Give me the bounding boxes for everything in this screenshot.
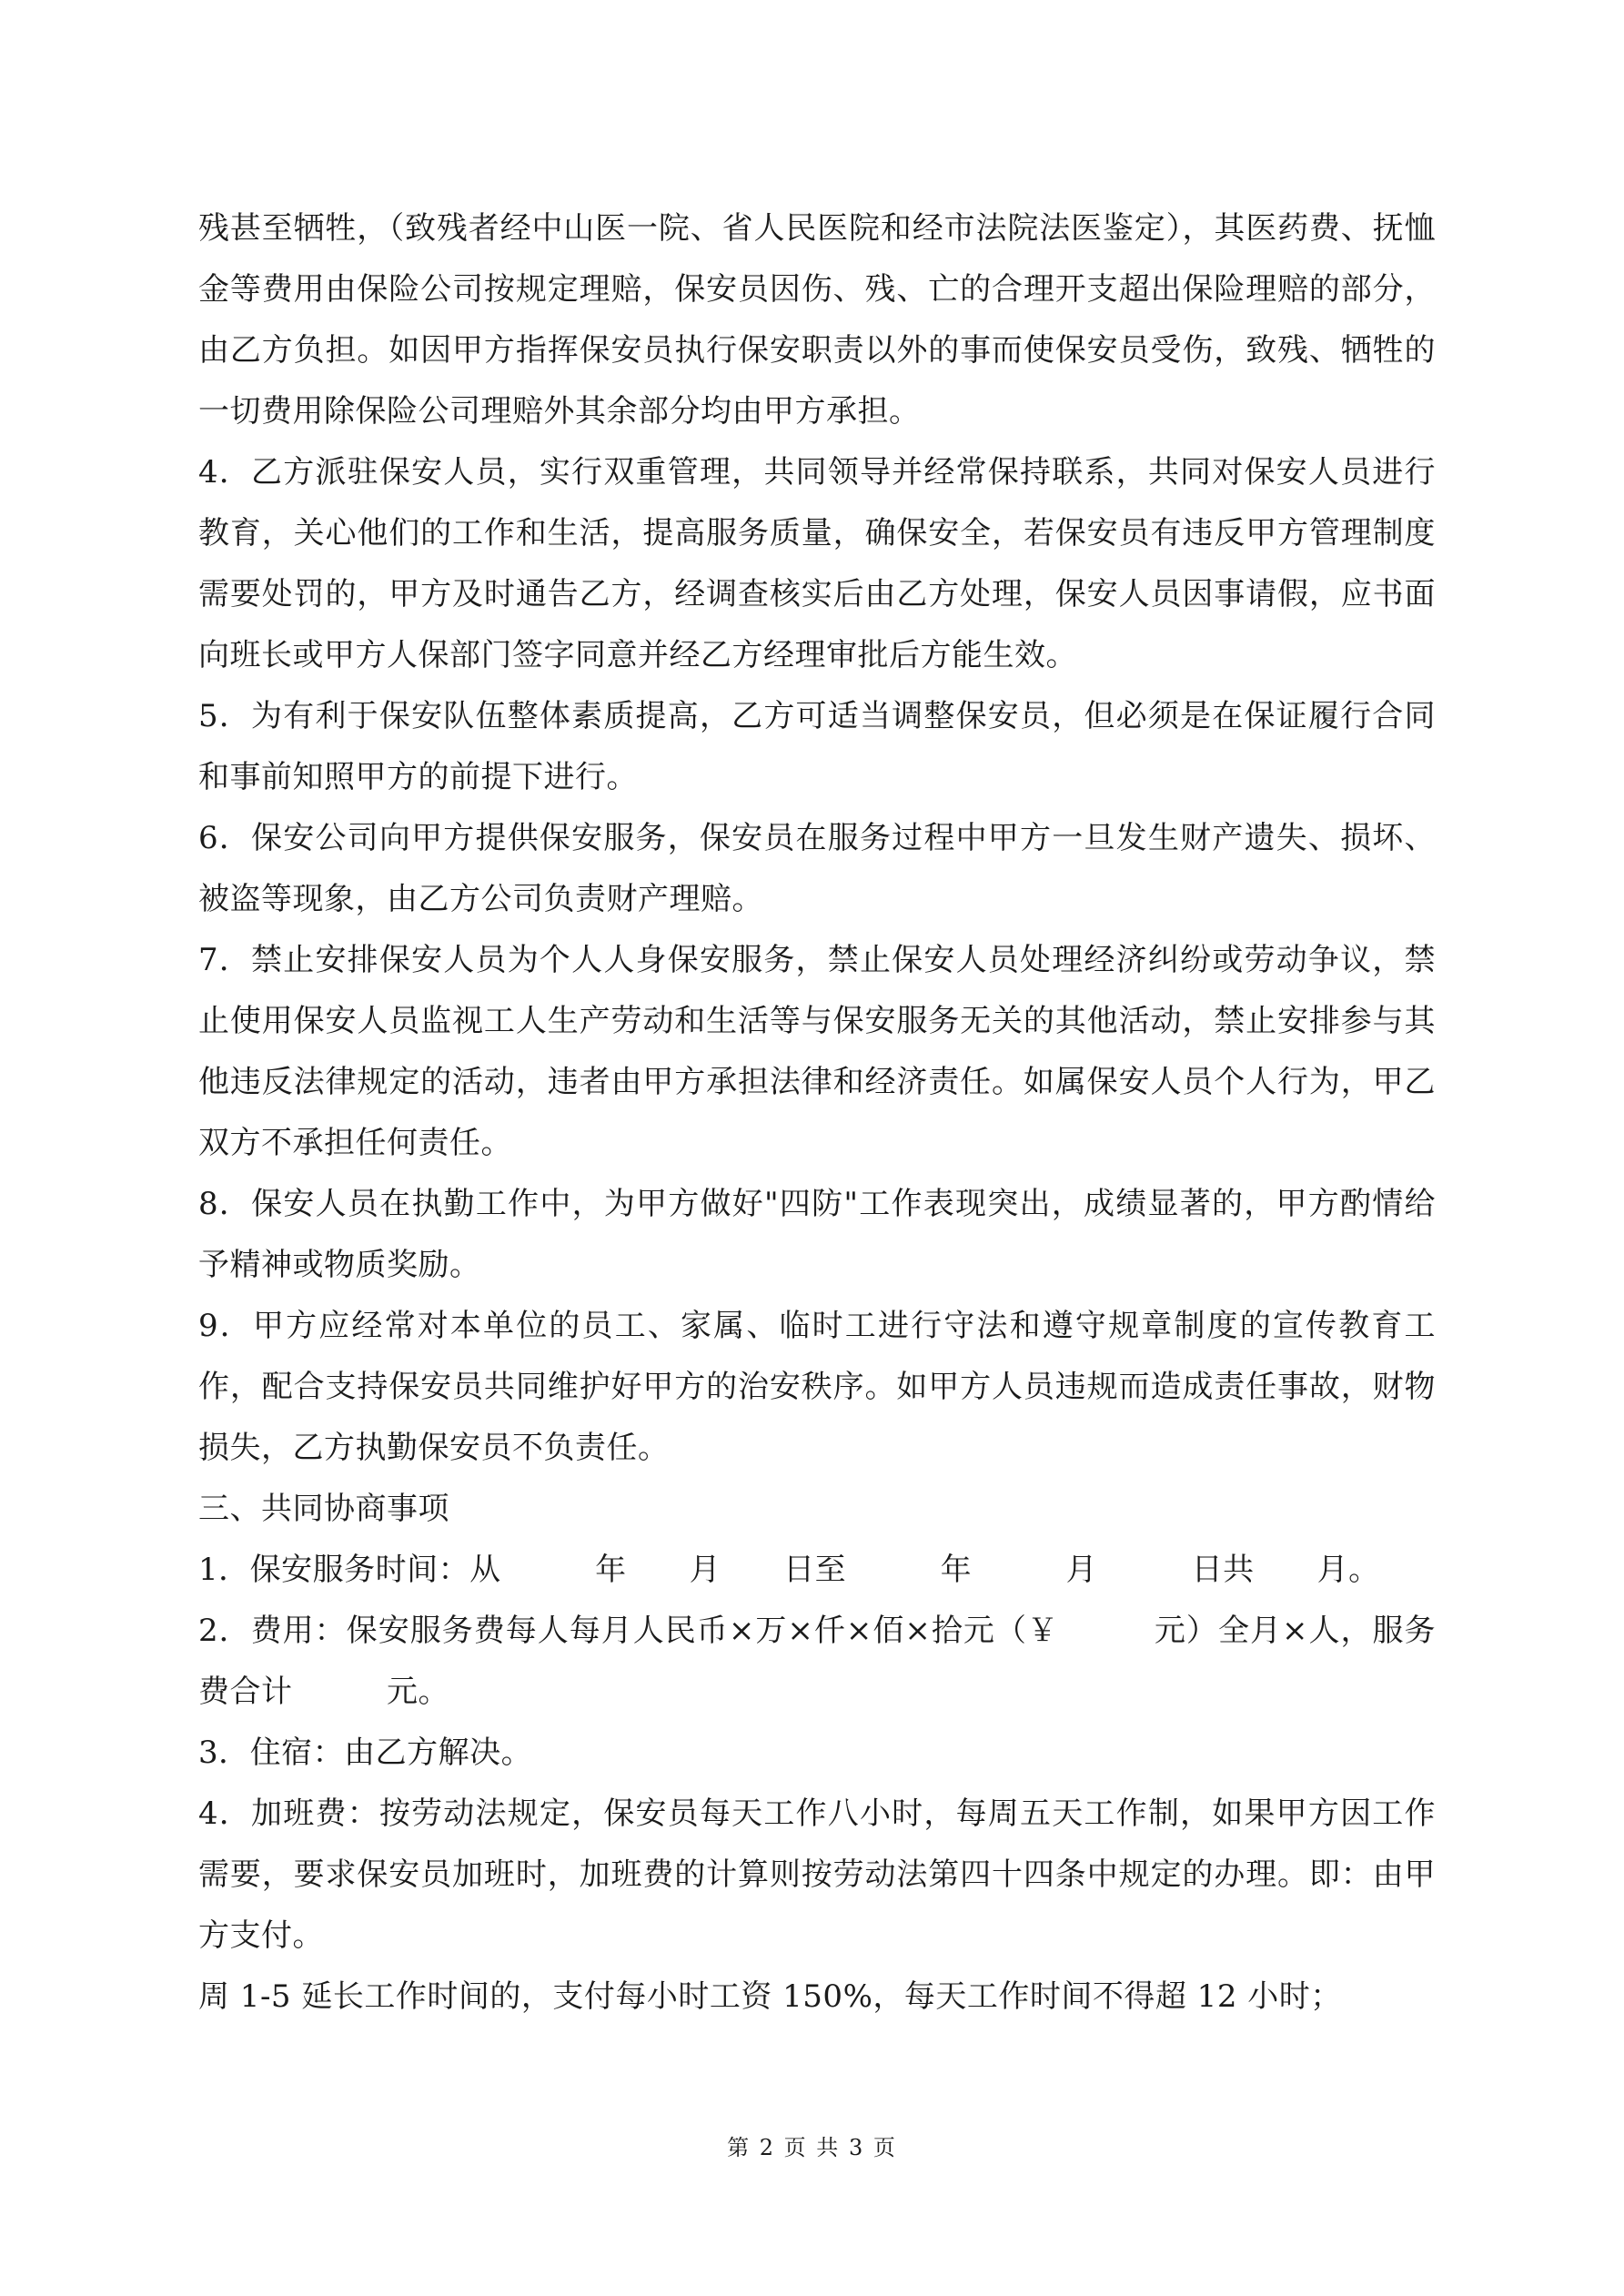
paragraph-item-1-service-time: 1．保安服务时间：从 年 月 日至 年 月 日共 月。 bbox=[198, 1552, 1380, 1588]
paragraph-item-2-fees: 2．费用：保安服务费每人每月人民币×万×仟×佰×拾元（￥ 元）全月×人，服务费合计 元。 bbox=[198, 1613, 1436, 1710]
paragraph-clause-5-adjust-guards: 5．为有利于保安队伍整体素质提高，乙方可适当调整保安员，但必须是在保证履行合同和事前知照甲方的前提下进行。 bbox=[198, 698, 1436, 795]
paragraph-item-3-accommodation: 3．住宿：由乙方解决。 bbox=[198, 1735, 533, 1771]
paragraph-clause-9-education: 9．甲方应经常对本单位的员工、家属、临时工进行守法和遵守规章制度的宣传教育工作，配合支持保安员共同维护好甲方的治安秩序。如甲方人员违规而造成责任事故，财物损失，乙方执勤保安员不负责任。 bbox=[198, 1308, 1436, 1466]
paragraph-continuation-compensation: 残甚至牺牲，（致残者经中山医一院、省人民医院和经市法院法医鉴定），其医药费、抚恤金等费用由保险公司按规定理赔，保安员因伤、残、亡的合理开支超出保险理赔的部分，由乙方负担。如因甲方指挥保安员执行保安职责以外的事而使保安员受伤，致残、牺牲的一切费用除保险公司理赔外其余部分均由甲方承担。 bbox=[198, 210, 1436, 430]
document-body bbox=[198, 198, 1436, 2028]
paragraph-clause-7-prohibitions: 7．禁止安排保安人员为个人人身保安服务，禁止保安人员处理经济纠纷或劳动争议，禁止使用保安人员监视工人生产劳动和生活等与保安服务无关的其他活动，禁止安排参与其他违反法律规定的活动，违者由甲方承担法律和经济责任。如属保安人员个人行为，甲乙双方不承担任何责任。 bbox=[198, 942, 1436, 1161]
paragraph-clause-4-dual-management: 4．乙方派驻保安人员，实行双重管理，共同领导并经常保持联系，共同对保安人员进行教育，关心他们的工作和生活，提高服务质量，确保安全，若保安员有违反甲方管理制度需要处罚的，甲方及时通告乙方，经调查核实后由乙方处理，保安人员因事请假，应书面向班长或甲方人保部门签字同意并经乙方经理审批后方能生效。 bbox=[198, 454, 1436, 673]
page-footer: 第 2 页 共 3 页 bbox=[727, 2135, 897, 2160]
paragraph-clause-8-rewards: 8．保安人员在执勤工作中，为甲方做好"四防"工作表现突出，成绩显著的，甲方酌情给予精神或物质奖励。 bbox=[198, 1186, 1436, 1283]
paragraph-overtime-weekday: 周 1-5 延长工作时间的，支付每小时工资 150%，每天工作时间不得超 12 小时； bbox=[198, 1978, 1342, 2015]
paragraph-item-4-overtime: 4．加班费：按劳动法规定，保安员每天工作八小时，每周五天工作制，如果甲方因工作需要，要求保安员加班时，加班费的计算则按劳动法第四十四条中规定的办理。即：由甲方支付。 bbox=[198, 1795, 1436, 1954]
paragraph-clause-6-property-claims: 6．保安公司向甲方提供保安服务，保安员在服务过程中甲方一旦发生财产遗失、损坏、被盗等现象，由乙方公司负责财产理赔。 bbox=[198, 820, 1436, 917]
section-heading-3: 三、共同协商事项 bbox=[198, 1491, 449, 1527]
